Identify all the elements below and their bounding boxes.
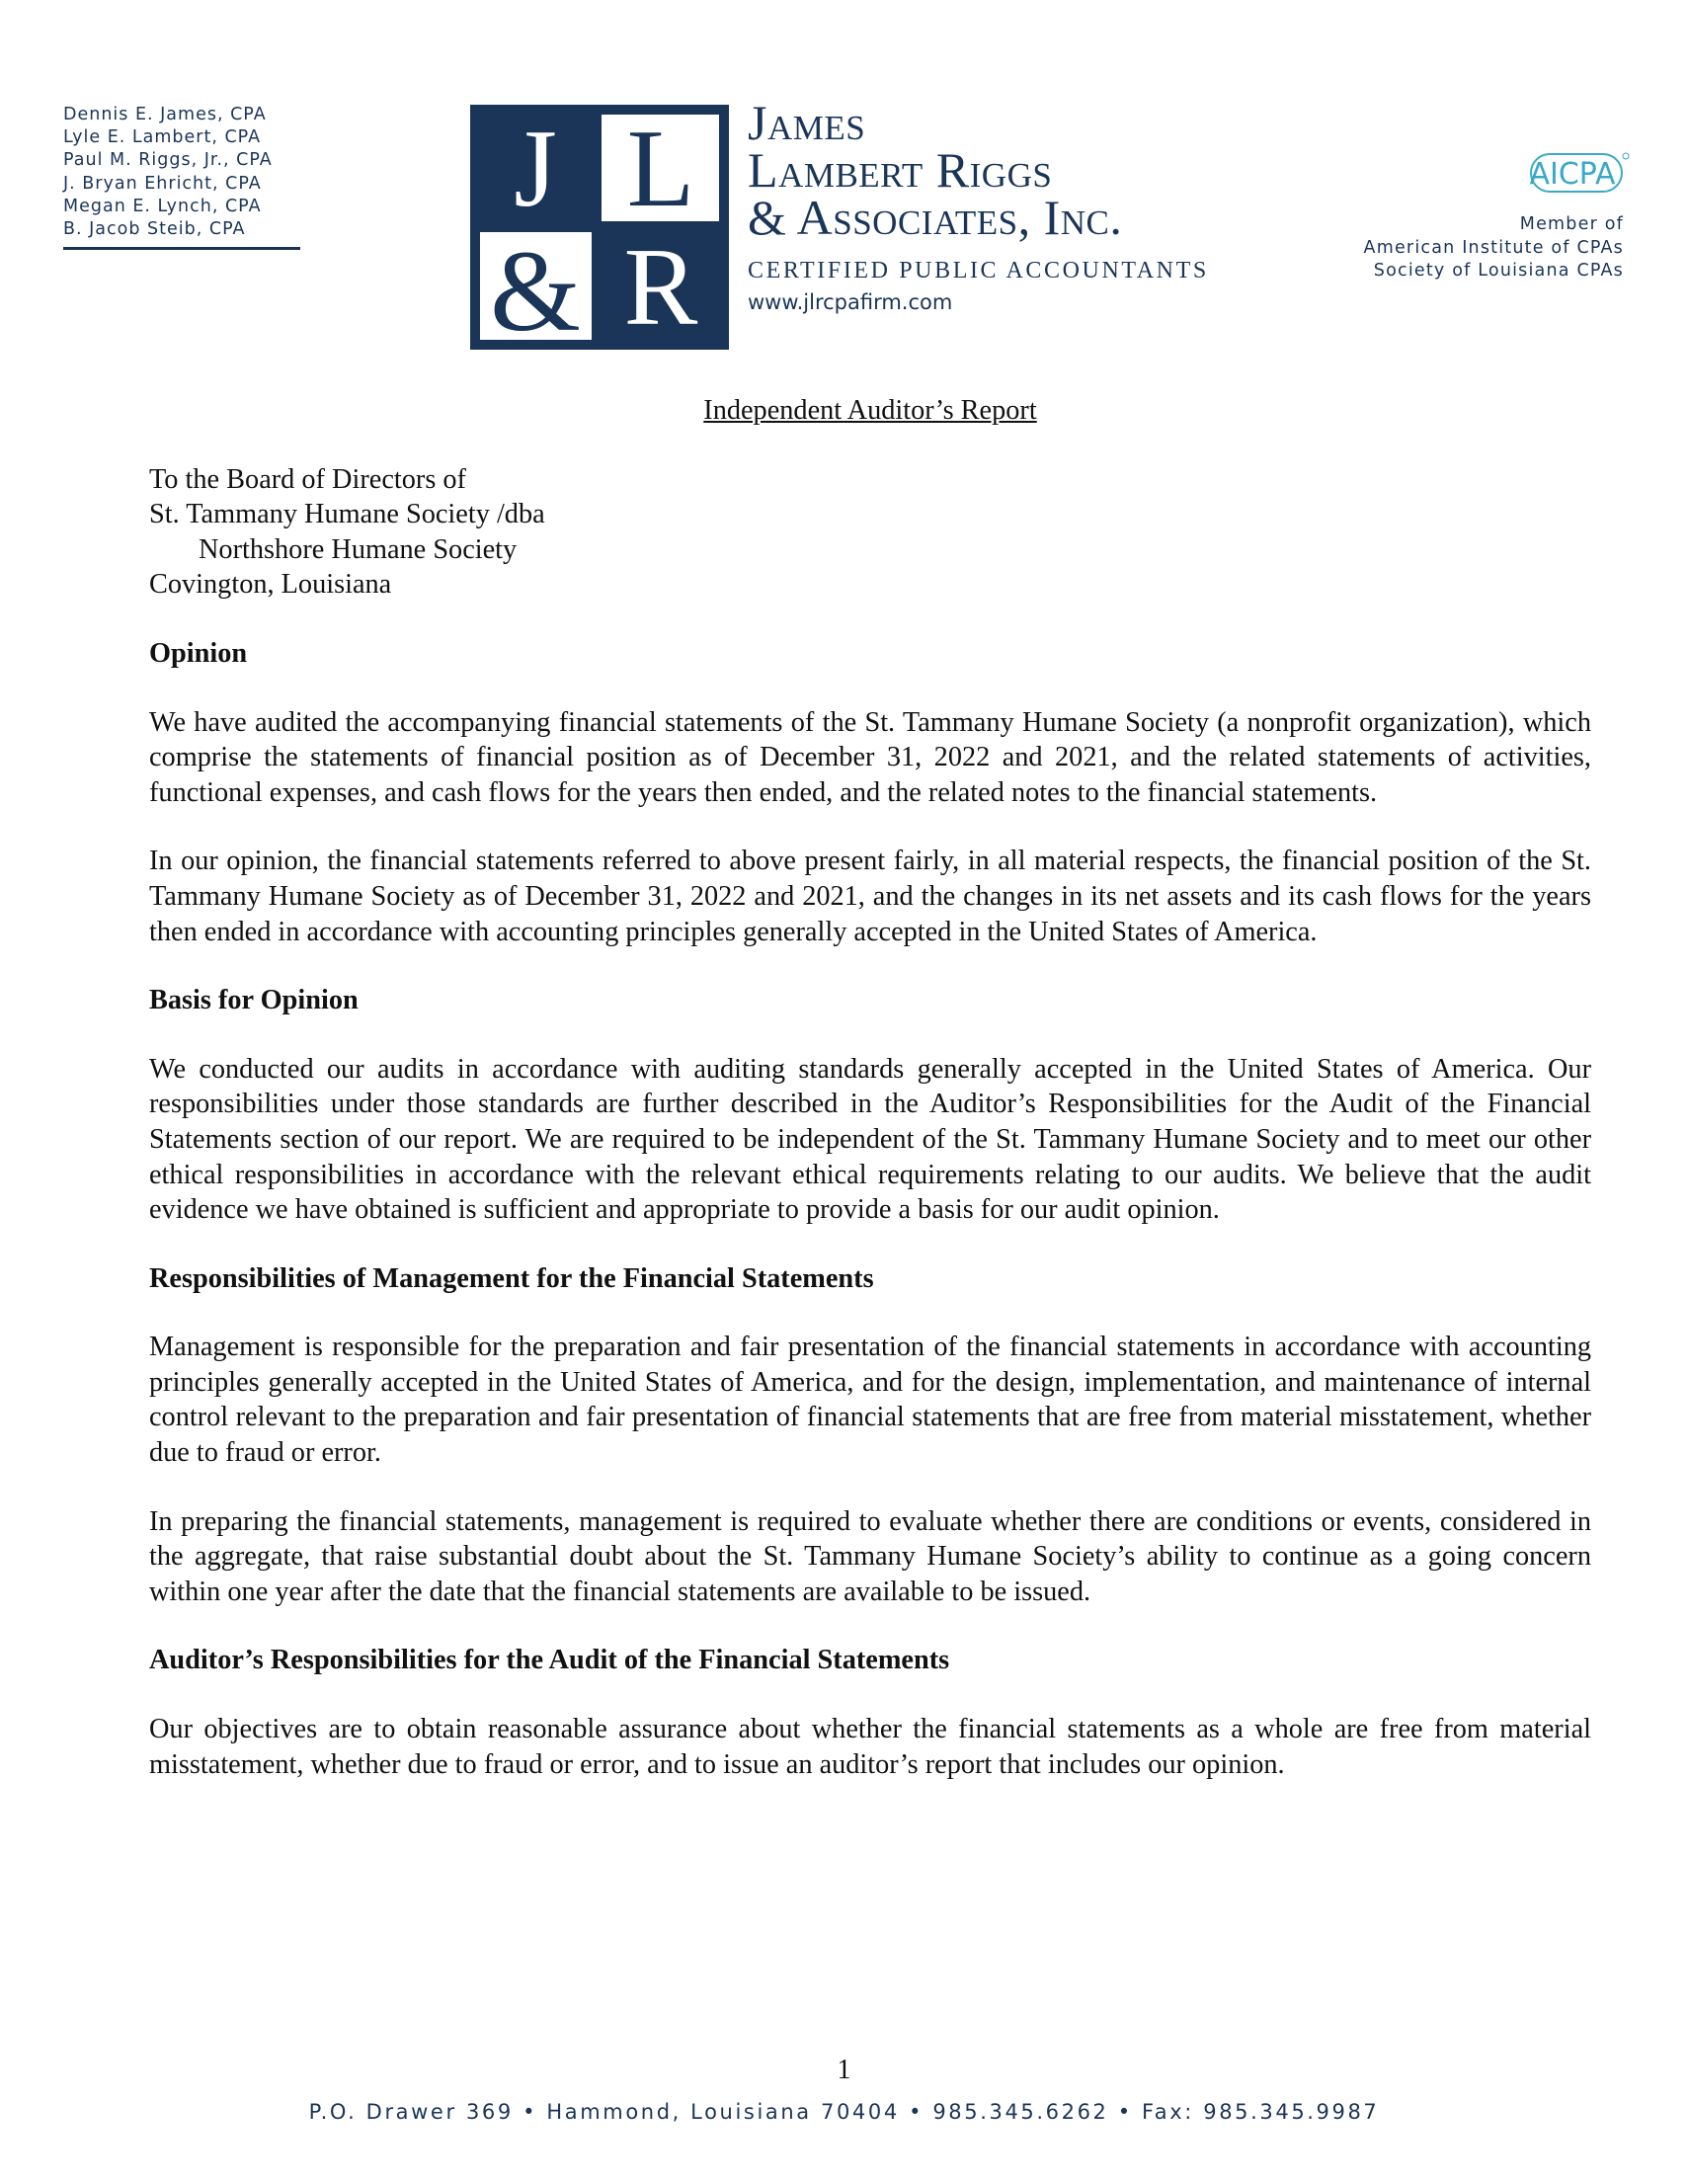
footer-contact: P.O. Drawer 369 • Hammond, Louisiana 70404 • 985.345.6262 • Fax: 985.345.9987	[308, 2100, 1380, 2124]
logo-letter-r: R	[623, 226, 698, 349]
addressee-block	[149, 462, 1591, 603]
partner-list	[63, 104, 300, 250]
firm-name-block	[748, 95, 1261, 314]
logo-ampersand: &	[490, 226, 581, 350]
address-line: St. Tammany Humane Society /dba	[149, 499, 545, 530]
address-line: To the Board of Directors of	[149, 463, 466, 495]
page-number: 1	[837, 2055, 851, 2085]
firm-name-line: James	[748, 95, 866, 150]
partner-name: Lyle E. Lambert, CPA	[63, 127, 262, 148]
membership-line: Member of	[1519, 214, 1624, 234]
report-body	[149, 393, 1591, 1816]
firm-website-link[interactable]: www.jlrcpafirm.com	[748, 290, 953, 314]
membership-line: American Institute of CPAs	[1363, 237, 1624, 258]
section-heading: Basis for Opinion	[149, 985, 359, 1016]
section-heading: Auditor’s Responsibilities for the Audit of the Financial Statements	[149, 1645, 950, 1676]
paragraph: In preparing the financial statements, management is required to evaluate whether there are conditions or events, considered in the aggregate, that raise substantial doubt about the St. Tammany Humane Society’s ability to continue as a going concern within one year after the date that the financial statements are available to be issued.	[149, 1505, 1591, 1607]
firm-subtitle: CERTIFIED PUBLIC ACCOUNTANTS	[748, 258, 1209, 283]
paragraph: We have audited the accompanying financial statements of the St. Tammany Humane Society (a nonprofit organization), which comprise the statements of financial position as of December 31, 2022 and 2021, and the related statements of activities, functional expenses, and cash flows for the years then ended, and the related notes to the financial statements.	[149, 706, 1591, 808]
partner-name: Dennis E. James, CPA	[63, 105, 267, 124]
aicpa-logo	[1491, 150, 1630, 200]
report-title: Independent Auditor’s Report	[703, 395, 1037, 426]
membership-line: Society of Louisiana CPAs	[1373, 261, 1624, 281]
aicpa-logo-text: AICPA	[1529, 157, 1616, 192]
section-heading: Opinion	[149, 637, 248, 669]
membership-text	[1308, 213, 1624, 283]
firm-name-line: Lambert Riggs	[748, 142, 1053, 198]
partner-name: B. Jacob Steib, CPA	[63, 219, 246, 240]
paragraph: In our opinion, the financial statements referred to above present fairly, in all material respects, the financial position of the St. Tammany Humane Society as of December 31, 2022 and 2021, and the changes in its net assets and its cash flows for the years then ended in accordance with accounting principles generally accepted in the United States of America.	[149, 846, 1591, 947]
partner-name: Paul M. Riggs, Jr., CPA	[63, 150, 273, 171]
section-heading: Responsibilities of Management for the Financial Statements	[149, 1262, 874, 1294]
paragraph: Our objectives are to obtain reasonable assurance about whether the financial statements as a whole are free from material misstatement, whether due to fraud or error, and to issue an auditor’s report that includes our opinion.	[149, 1714, 1591, 1780]
partner-name: Megan E. Lynch, CPA	[63, 196, 262, 216]
partner-name: J. Bryan Ehricht, CPA	[63, 173, 262, 194]
paragraph: Management is responsible for the preparation and fair presentation of the financial statements in accordance with accounting principles generally accepted in the United States of America, and for the design, implementation, and maintenance of internal control relevant to the preparation and fair presentation of financial statements that are free from material misstatement, whether due to fraud or error.	[149, 1332, 1591, 1469]
paragraph: We conducted our audits in accordance with auditing standards generally accepted in the United States of America. Our responsibilities under those standards are further described in the Auditor’s Responsibilities for the Audit of the Financial Statements section of our report. We are required to be independent of the St. Tammany Humane Society and to meet our other ethical responsibilities in accordance with the relevant ethical requirements relating to our audits. We believe that the audit evidence we have obtained is sufficient and appropriate to provide a basis for our audit opinion.	[149, 1053, 1591, 1226]
firm-name-line: & Associates, Inc.	[748, 190, 1123, 245]
firm-logo-mark	[470, 105, 729, 350]
address-line: Covington, Louisiana	[149, 569, 392, 601]
logo-letter-l: L	[626, 108, 695, 230]
logo-letter-j: J	[514, 108, 557, 230]
address-line: Northshore Humane Society	[199, 533, 518, 565]
